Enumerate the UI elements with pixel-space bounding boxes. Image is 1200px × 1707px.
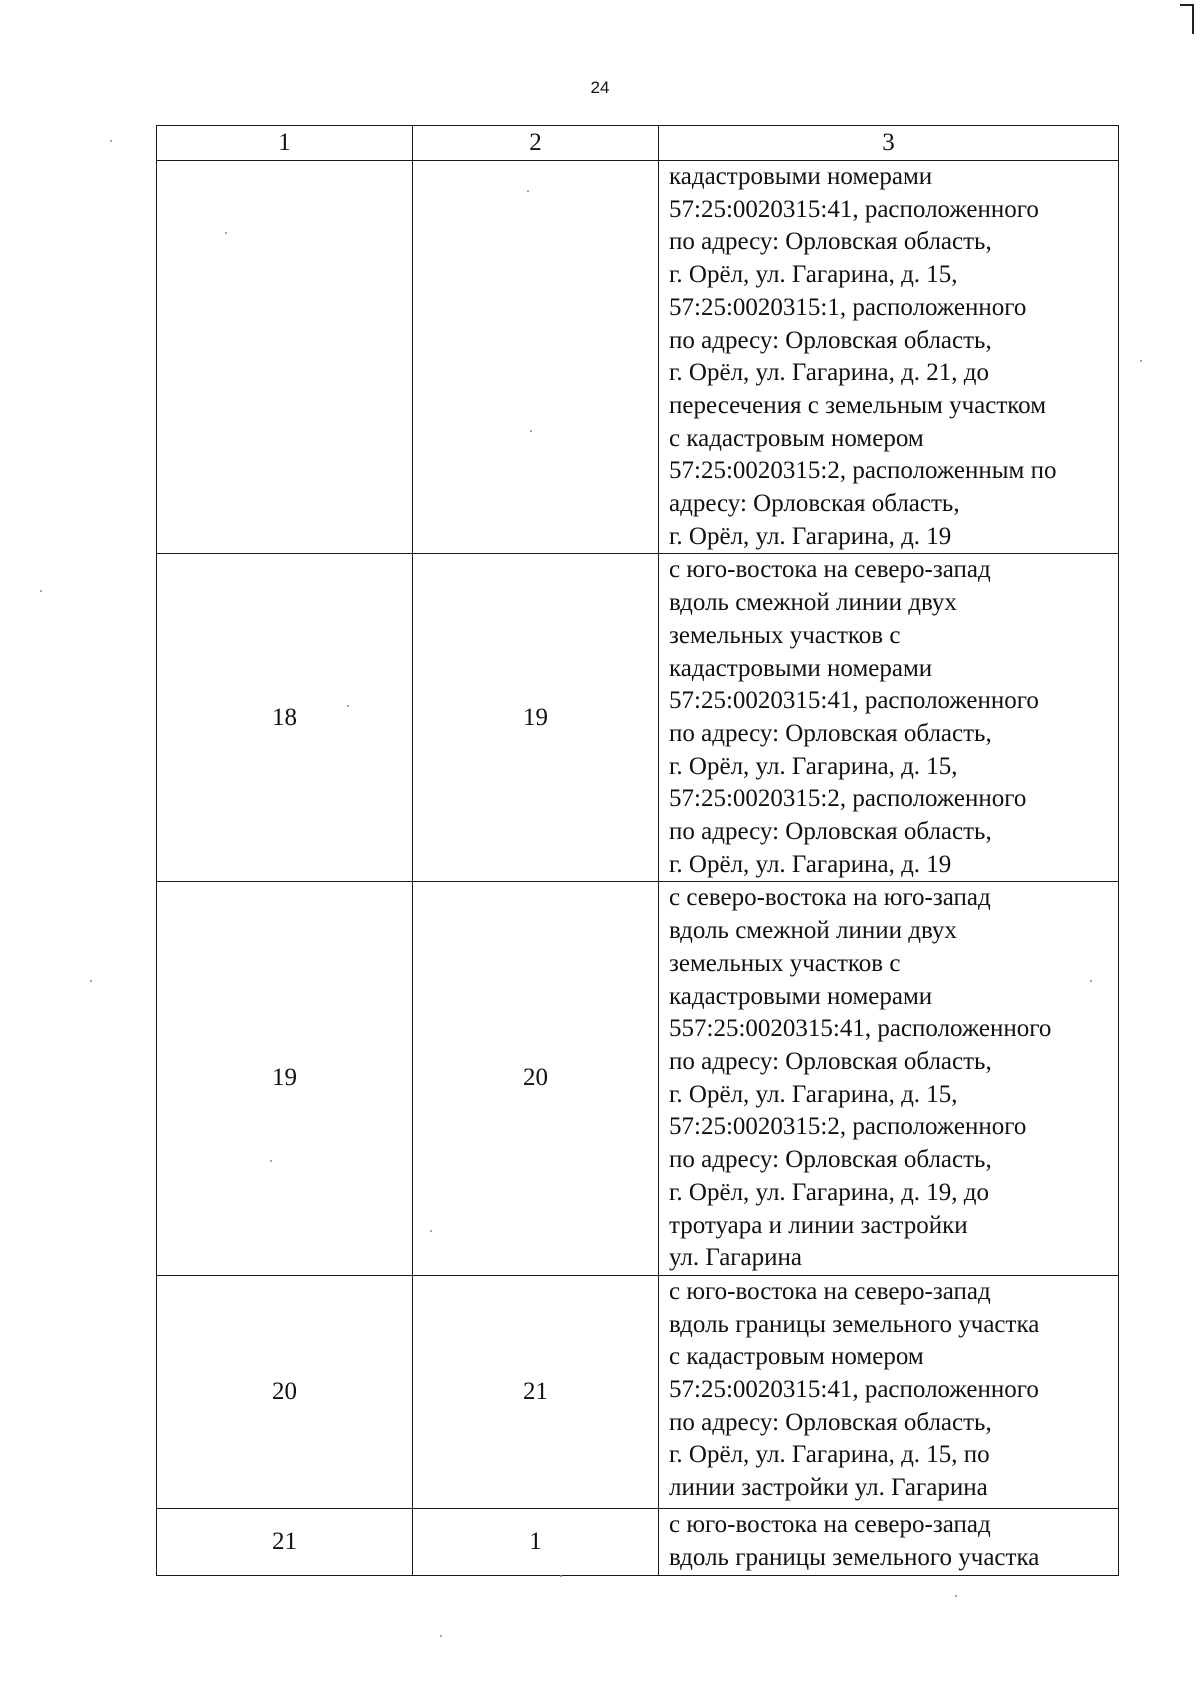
to-point-cell: 1 (413, 1508, 659, 1575)
from-point-cell: 21 (157, 1508, 413, 1575)
from-point-cell: 18 (157, 554, 413, 882)
scan-speck (430, 1230, 432, 1232)
from-point-cell: 20 (157, 1275, 413, 1508)
table-row (157, 554, 1119, 882)
scan-speck (110, 140, 112, 142)
column-header-2: 2 (413, 126, 659, 161)
boundary-description-table (156, 125, 1119, 1576)
scan-speck (527, 190, 529, 192)
description-cell: кадастровыми номерами 57:25:0020315:41, расположенного по адресу: Орловская область, г. Орёл, ул. Гагарина, д. 15, 57:25:0020315:1, расположенного по адресу: Орловская область, г. Орёл, ул. Гагарина, д. 21, до пересечения с земельным участком с кадастровым номером 57:25:0020315:2, расположенным по адресу: Орловская область, г. Орёл, ул. Гагарина, д. 19 (659, 161, 1119, 554)
scan-speck (955, 1595, 957, 1597)
to-point-cell: 21 (413, 1275, 659, 1508)
to-point-cell (413, 161, 659, 554)
scan-speck (1140, 360, 1142, 362)
description-cell: с юго-востока на северо-запад вдоль границы земельного участка (659, 1508, 1119, 1575)
scan-speck (530, 430, 532, 432)
column-header-1: 1 (157, 126, 413, 161)
scan-speck (40, 590, 42, 592)
to-point-cell: 19 (413, 554, 659, 882)
table-row (157, 1508, 1119, 1575)
scan-speck (90, 980, 92, 982)
scan-speck (225, 232, 227, 234)
description-cell: с юго-востока на северо-запад вдоль границы земельного участка с кадастровым номером 57:25:0020315:41, расположенного по адресу: Орловская область, г. Орёл, ул. Гагарина, д. 15, по линии застройки ул. Гагарина (659, 1275, 1119, 1508)
scan-speck (270, 1160, 272, 1162)
page-number: 24 (590, 78, 610, 97)
description-cell: с северо-востока на юго-запад вдоль смежной линии двух земельных участков с кадастровыми номерами 557:25:0020315:41, расположенного по адресу: Орловская область, г. Орёл, ул. Гагарина, д. 15, 57:25:0020315:2, расположенного по адресу: Орловская область, г. Орёл, ул. Гагарина, д. 19, до тротуара и линии застройки ул. Гагарина (659, 882, 1119, 1275)
description-cell: с юго-востока на северо-запад вдоль смежной линии двух земельных участков с кадастровыми номерами 57:25:0020315:41, расположенного по адресу: Орловская область, г. Орёл, ул. Гагарина, д. 15, 57:25:0020315:2, расположенного по адресу: Орловская область, г. Орёл, ул. Гагарина, д. 19 (659, 554, 1119, 882)
scan-corner-mark (1180, 4, 1194, 34)
from-point-cell (157, 161, 413, 554)
to-point-cell: 20 (413, 882, 659, 1275)
table-row (157, 161, 1119, 554)
scan-speck (347, 705, 349, 707)
scan-speck (1090, 980, 1092, 982)
table-row (157, 1275, 1119, 1508)
table-header-row (157, 126, 1119, 161)
scan-speck (560, 1575, 562, 1577)
table-row (157, 882, 1119, 1275)
scan-speck (440, 1635, 442, 1637)
from-point-cell: 19 (157, 882, 413, 1275)
column-header-3: 3 (659, 126, 1119, 161)
